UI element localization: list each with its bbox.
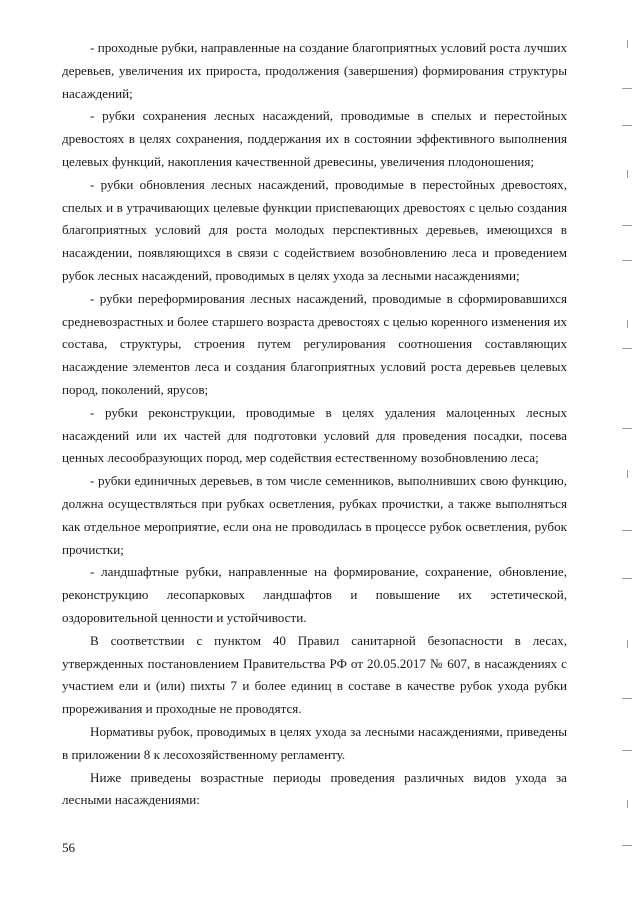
paragraph-single-tree-cuttings: - рубки единичных деревьев, в том числе семенников, выполнивших свою функцию, должна осуществляться при рубках осветления, рубках прочистки, а также выполняться как отдельное мероприятие, если она не проводилась в процессе рубок осветления, рубок прочистки; (62, 473, 567, 557)
paragraph-reconstruction-cuttings: - рубки реконструкции, проводимые в целях удаления малоценных лесных насаждений или их частей для подготовки условий для проведения посадки, посева ценных лесообразующих пород, мер содействия естественному возобновлению леса; (62, 404, 567, 466)
scan-edge-mark (622, 88, 632, 89)
scan-edge-mark (627, 170, 628, 178)
scan-edge-mark (622, 750, 632, 751)
scan-edge-mark (622, 260, 632, 261)
scan-edge-mark (627, 40, 628, 48)
scan-edge-mark (622, 845, 632, 846)
scan-edge-mark (627, 640, 628, 648)
scan-edge-mark (622, 225, 632, 226)
paragraph-standards-appendix: Нормативы рубок, проводимых в целях ухода за лесными насаждениями, приведены в приложении 8 к лесохозяйственному регламенту. (62, 723, 567, 762)
paragraph-thinning-cuttings: - проходные рубки, направленные на создание благоприятных условий роста лучших деревьев, увеличения их прироста, продолжения (завершения) формирования структуры насаждений; (62, 40, 567, 101)
scan-edge-mark (622, 530, 632, 531)
scan-edge-mark (627, 800, 628, 808)
body-text (62, 37, 567, 812)
scan-edge-mark (622, 428, 632, 429)
scan-edge-mark (622, 348, 632, 349)
scan-edge-mark (627, 470, 628, 478)
page-number: 56 (62, 840, 76, 855)
scan-edge-marks (620, 30, 632, 880)
scan-edge-mark (622, 578, 632, 579)
paragraph-reformation-cuttings: - рубки переформирования лесных насаждений, проводимые в сформировавшихся средневозрастных и более старшего возраста древостоях с целью коренного изменения их состава, структуры, строения путем регулирования соотношения составляющих насаждение элементов леса и создания благоприятных условий роста деревьев целевых пород, поколений, ярусов; (62, 290, 567, 397)
paragraph-age-periods-intro: Ниже приведены возрастные периоды проведения различных видов ухода за лесными насаждениями: (62, 769, 567, 808)
paragraph-preservation-cuttings: - рубки сохранения лесных насаждений, проводимые в спелых и перестойных древостоях в целях сохранения, поддержания их в состоянии эффективного выполнения целевых функций, накопления качественной древесины, увеличения плодоношения; (62, 108, 567, 169)
scan-edge-mark (622, 125, 632, 126)
paragraph-sanitary-rules: В соответствии с пунктом 40 Правил санитарной безопасности в лесах, утвержденных постановлением Правительства РФ от 20.05.2017 № 607, в насаждениях с участием ели и (или) пихты 7 и более единиц в составе в качестве рубок ухода рубки прореживания и проходные не проводятся. (62, 632, 567, 717)
paragraph-landscape-cuttings: - ландшафтные рубки, направленные на формирование, сохранение, обновление, реконструкцию лесопарковых ландшафтов и повышение их эстетической, оздоровительной ценности и устойчивости. (62, 564, 567, 625)
scan-edge-mark (627, 320, 628, 328)
scan-edge-mark (622, 698, 632, 699)
paragraph-renewal-cuttings: - рубки обновления лесных насаждений, проводимые в перестойных древостоях, спелых и в утрачивающих целевые функции приспевающих древостоях с целью создания благоприятных условий для роста молодых перспективных деревьев, имеющихся в насаждении, появляющихся в связи с содействием возобновлению леса и проведением рубок лесных насаждений, проводимых в целях ухода за лесными насаждениями; (62, 176, 567, 283)
